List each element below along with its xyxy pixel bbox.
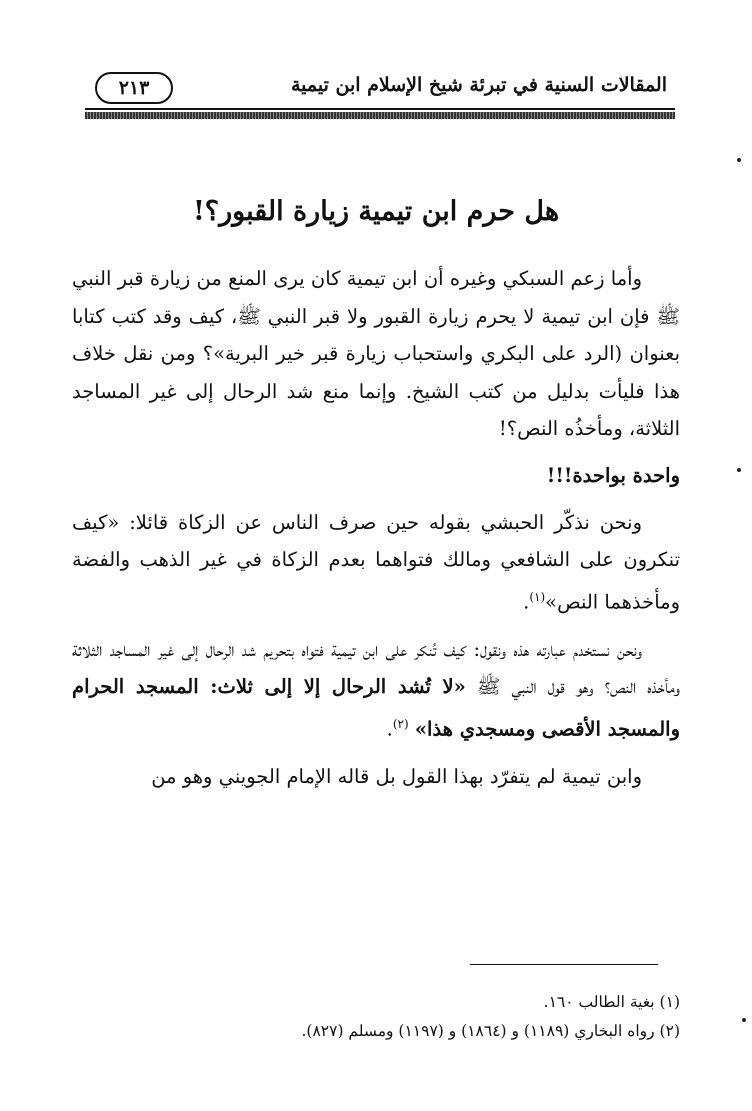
page-number: ٢١٣ [95,72,173,104]
footnote-separator [470,964,658,965]
paragraph [72,631,680,748]
footnotes [180,988,680,1046]
hadith-quote: «لا تُشد الرحال إلا إلى ثلاث: المسجد الحرام والمسجد الأقصى ومسجدي هذا» [72,675,680,740]
margin-dot [737,468,741,472]
margin-dot [737,158,741,162]
paragraph: وابن تيمية لم يتفرّد بهذا القول بل قاله الإمام الجويني وهو من [151,764,642,788]
subheading: واحدة بواحدة!!! [546,463,680,487]
header-rule-thick [85,112,675,119]
header-rule-thin [85,108,675,110]
running-header [85,68,675,112]
page-body [72,190,680,805]
margin-dot [742,1018,746,1022]
footnote: (٢) رواه البخاري (١١٨٩) و (١٨٦٤) و (١١٩٧) ومسلم (٨٢٧). [301,1022,680,1040]
section-heading: هل حرم ابن تيمية زيارة القبور؟! [192,196,560,227]
paragraph-text: ونحن نذكّر الحبشي بقوله حين صرف الناس عن الزكاة قائلا: «كيف تنكرون على الشافعي ومالك فتواهما بعدم الزكاة في غير الذهب والفضة ومأخذهما النص» [72,510,680,613]
paragraph: وأما زعم السبكي وغيره أن ابن تيمية كان يرى المنع من زيارة قبر النبي ﷺ فإن ابن تيمية لا يحرم زيارة القبور ولا قبر النبي ﷺ، كيف وقد كتب كتابا بعنوان (الرد على البكري واستحباب زيارة قبر خير البرية»؟ ومن نقل خلاف هذا فليأت بدليل من كتب الشيخ. وإنما منع شد الرحال إلى غير المساجد الثلاثة، ومأخذُه النص؟! [72,267,680,440]
paragraph [72,504,680,621]
paragraph-text: ونحن نستخدم عبارته هذه ونقول: كيف تُنكر على ابن تيمية فتواه بتحريم شد الرحال إلى غير المساجد الثلاثة ومأخذه النص؟ وهو قول النبي ﷺ [72,637,680,698]
footnote: (١) بغية الطالب ١٦٠. [543,993,680,1011]
footnote-ref: (٢) [392,716,409,731]
paragraph-end: . [386,717,393,740]
header-title: المقالات السنية في تبرئة شيخ الإسلام ابن تيمية [290,74,667,96]
footnote-ref: (١) [529,589,546,604]
paragraph-end: . [523,590,530,613]
